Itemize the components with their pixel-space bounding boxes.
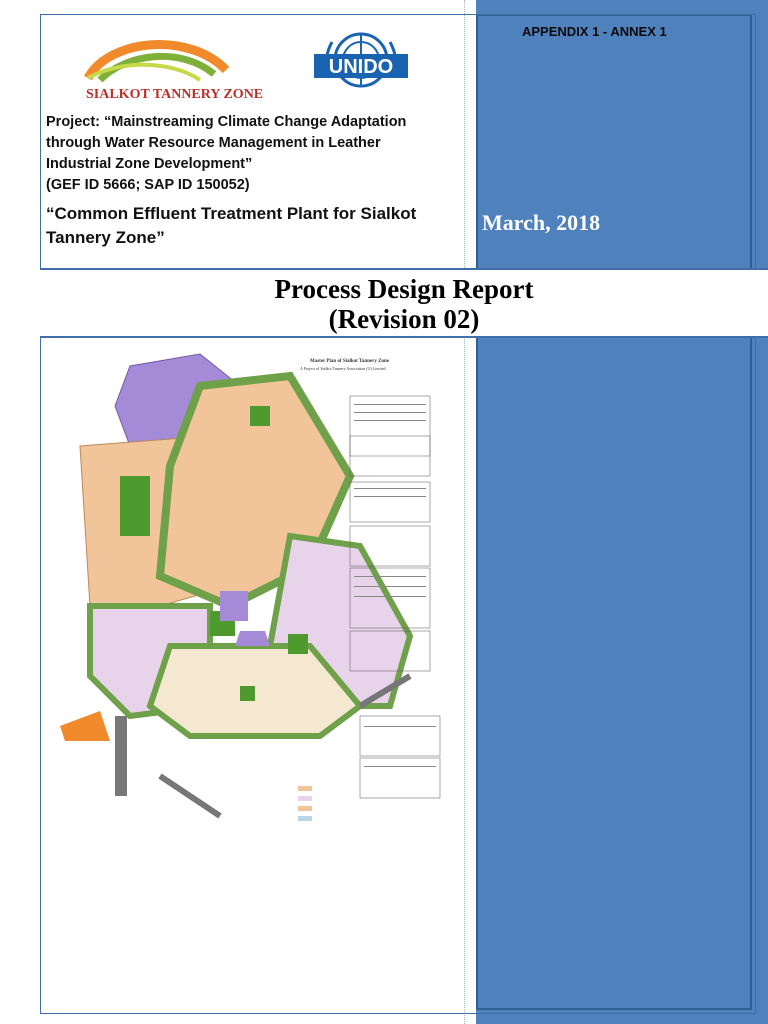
project-line-2: through Water Resource Management in Leather [46,135,381,151]
plant-title-line-2: Tannery Zone” [46,228,165,247]
project-line-3: Industrial Zone Development” [46,156,253,172]
project-line-1: Project: “Mainstreaming Climate Change Adaptation [46,114,407,130]
un-emblem-icon [312,30,410,102]
appendix-label: APPENDIX 1 - ANNEX 1 [522,24,667,39]
unido-logo [312,30,410,102]
plant-title [46,202,458,250]
page-divider [464,0,465,1024]
report-revision: (Revision 02) [328,304,480,334]
blue-panel-border [476,14,752,1010]
report-title-banner [40,268,768,338]
project-line-4: (GEF ID 5666; SAP ID 150052) [46,177,250,193]
report-date: March, 2018 [482,210,601,235]
map-subtitle: A Project of Sialkot Tannery Association (G) Limited [300,366,386,371]
report-title: Process Design Report [274,274,534,304]
project-description [46,112,458,196]
master-plan-map [60,346,460,826]
svg-text:UNIDO: UNIDO [328,56,394,78]
sialkot-tannery-zone-logo [80,30,264,102]
plant-title-line-1: “Common Effluent Treatment Plant for Sialkot [46,204,417,223]
svg-text:SIALKOT TANNERY ZONE: SIALKOT TANNERY ZONE [86,87,264,102]
map-title: Master Plan of Sialkot Tannery Zone [310,359,389,364]
arch-swoosh-icon [80,30,264,102]
site-plan-drawing [60,346,460,826]
